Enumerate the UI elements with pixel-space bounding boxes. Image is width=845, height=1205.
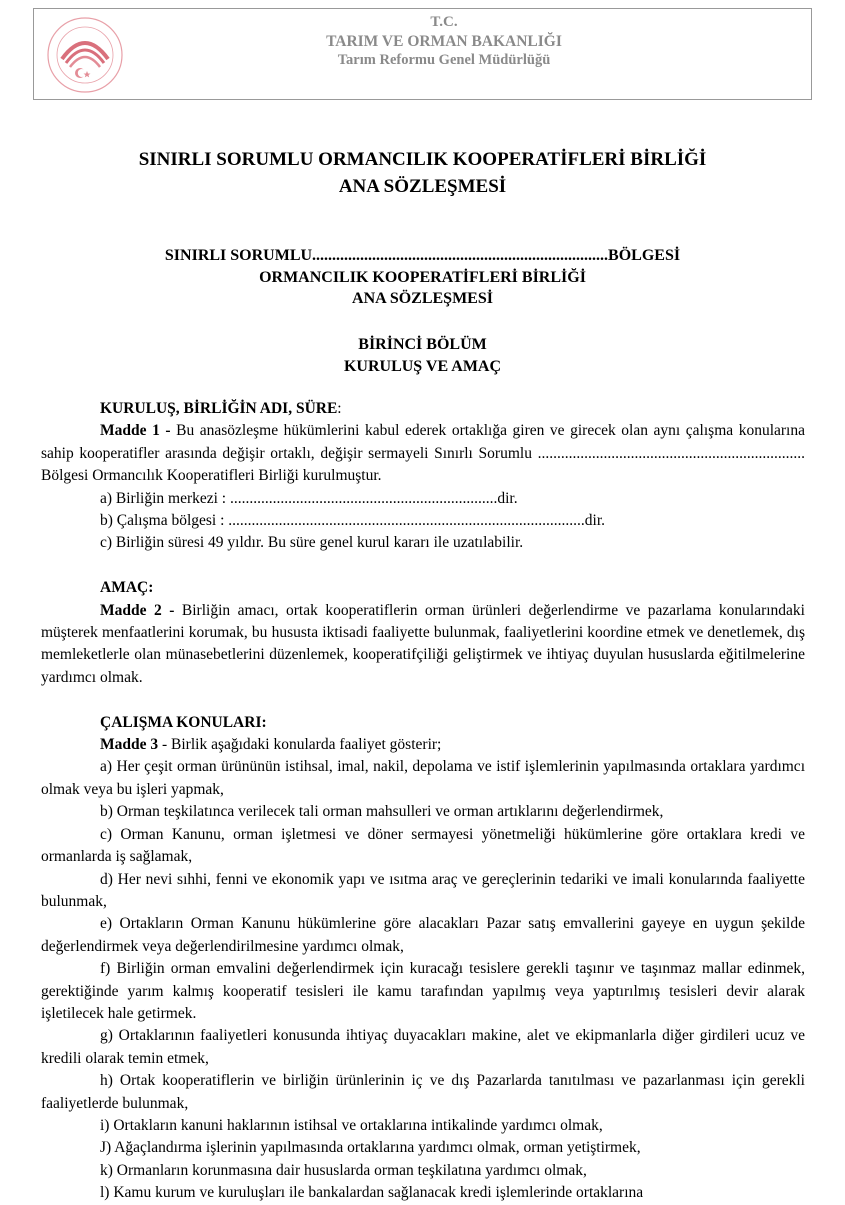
calisma-heading: ÇALIŞMA KONULARI: [100,713,267,731]
header-department: Tarım Reformu Genel Müdürlüğü [337,52,551,68]
section-heading [0,334,845,377]
kurulus-item-b: b) Çalışma bölgesi : ............................................................................................dir. [100,512,606,530]
letterhead-text [234,13,654,70]
document-subtitle [0,245,845,310]
calisma-item-b: b) Orman teşkilatınca verilecek tali orman mahsulleri ve orman artıklarını değerlendirmek, [100,803,664,821]
amac-heading: AMAÇ: [100,579,154,597]
calisma-item-l: l) Kamu kurum ve kuruluşları ile bankalardan sağlanacak kredi işlemlerinde ortaklarına [100,1184,644,1202]
kurulus-item-a: a) Birliğin merkezi : .....................................................................dir. [100,489,518,507]
calisma-item-c: c) Orman Kanunu, orman işletmesi ve döner sermayesi yönetmeliği hükümlerine göre ortaklara kredi ve ormanlarda iş sağlamak, [41,825,805,866]
subtitle-line-3: ANA SÖZLEŞMESİ [352,290,493,307]
calisma-item-a: a) Her çeşit orman ürününün istihsal, imal, nakil, depolama ve istif işlemlerinin yapılmasında ortaklara yardımcı olmak veya bu işleri yapmak, [41,758,805,798]
madde-1-text: Bu anasözleşme hükümlerini kabul ederek ortaklığa giren ve girecek olan aynı çalışma konularına sahip kooperatifler arasında değişir ortaklı, değişir sermayeli Sınırlı Sorumlu ..................................................................... Bölgesi Ormancılık Kooperatifleri Birliği kurulmuştur. [41,422,805,485]
header-tc: T.C. [430,14,458,30]
madde-2-text: Birliğin amacı, ortak kooperatiflerin orman ürünleri değerlendirme ve pazarlama konularındaki müşterek menfaatlerini korumak, bu hususta iktisadi faaliyette bulunmak, faaliyetlerini koordine etmek ve denetlemek, dış memleketlerle olan münasebetlerini düzenlemek, kooperatifçiliği geliştirmek ve ihtiyaç duyulan hususlarda eğitilmelerine yardımcı olmak. [41,601,805,686]
section-line-1: BİRİNCİ BÖLÜM [358,336,487,353]
madde-1 [41,420,805,487]
ministry-emblem-icon [44,15,126,95]
kurulus-item-c: c) Birliğin süresi 49 yıldır. Bu süre genel kurul kararı ile uzatılabilir. [100,534,524,552]
madde-3-intro: - Birlik aşağıdaki konularda faaliyet gösterir; [158,736,442,754]
subtitle-line-2: ORMANCILIK KOOPERATİFLERİ BİRLİĞİ [259,268,586,286]
madde-2 [41,600,805,690]
calisma-item-i: i) Ortakların kanuni haklarının istihsal ve ortaklarına intikalinde yardımcı olmak, [100,1116,603,1134]
calisma-item-j: J) Ağaçlandırma işlerinin yapılmasında ortaklarına yardımcı olmak, orman yetiştirmek, [100,1139,641,1157]
calisma-item-k: k) Ormanların korunmasına dair hususlarda orman teşkilatına yardımcı olmak, [100,1161,587,1179]
madde-2-label: Madde 2 - [100,601,175,619]
calisma-item-d: d) Her nevi sıhhi, fenni ve ekonomik yapı ve ısıtma araç ve gereçlerinin tedariki ve imali konularında faaliyette bulunmak, [41,870,805,910]
kurulus-heading: KURULUŞ, BİRLİĞİN ADI, SÜRE: [100,400,342,417]
title-line-1: SINIRLI SORUMLU ORMANCILIK KOOPERATİFLERİ BİRLİĞİ [138,149,707,170]
title-line-2: ANA SÖZLEŞMESİ [338,176,507,197]
calisma-item-g: g) Ortaklarının faaliyetleri konusunda ihtiyaç duyacakları makine, alet ve ekipmanlarla diğer girdileri ucuz ve kredili olarak temin etmek, [41,1027,805,1067]
calisma-item-e: e) Ortakların Orman Kanunu hükümlerine göre alacakları Pazar satış emvallerini gayeye en uygun şekilde değerlendirmek veya değerlendirilmesine yardımcı olmak, [41,915,805,955]
madde-3-label: Madde 3 [100,736,159,754]
letterhead [33,8,812,100]
document-title [0,146,845,200]
document-body [41,398,805,1205]
calisma-item-f: f) Birliğin orman emvalini değerlendirmek için kuracağı tesislere gerekli taşınır ve taşınmaz mallar edinmek, gerektiğinde yarım kalmış kooperatif tesisleri ile kamu tarafından yapılmış veya yaptırılmış tesisleri devir alarak işletilecek hale getirmek. [41,960,805,1022]
header-ministry: TARIM VE ORMAN BAKANLIĞI [326,33,562,50]
madde-1-label: Madde 1 - [100,422,171,440]
section-line-2: KURULUŞ VE AMAÇ [343,357,502,375]
madde-3 [41,734,805,756]
calisma-item-h: h) Ortak kooperatiflerin ve birliğin ürünlerinin iç ve dış Pazarlarda tanıtılması ve pazarlanması için gerekli faaliyetlerde bulunmak, [41,1072,805,1112]
subtitle-line-1: SINIRLI SORUMLU..........................................................................BÖLGESİ [164,247,681,264]
